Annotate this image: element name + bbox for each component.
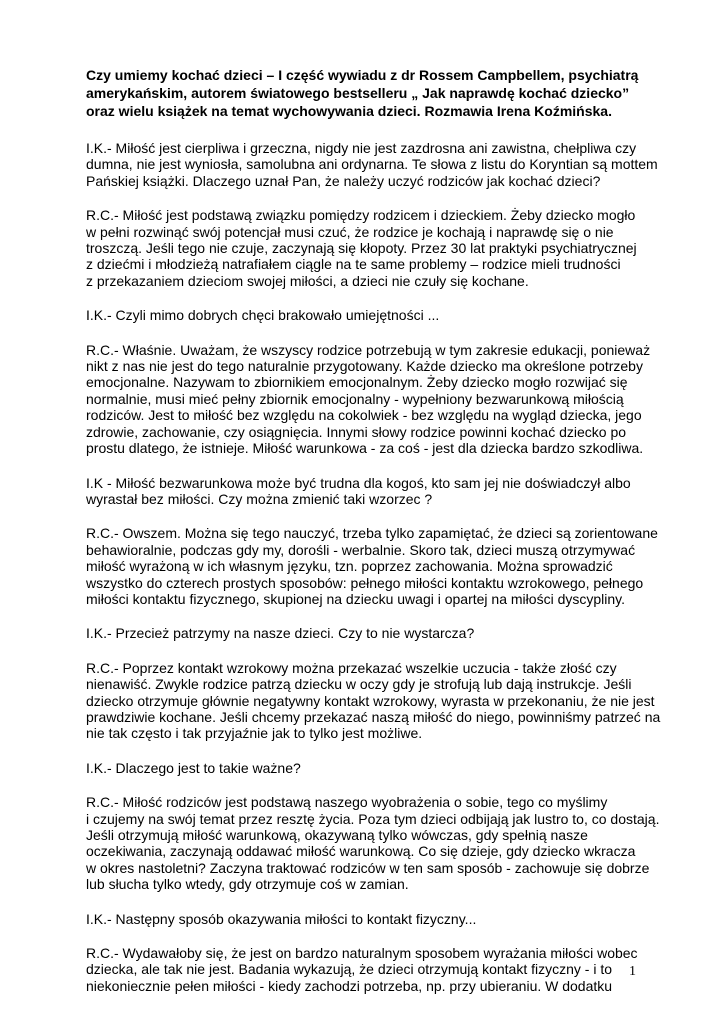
text-line: R.C.- Właśnie. Uważam, że wszyscy rodzice potrzebują w tym zakresie edukacji, ponieważ (86, 341, 651, 358)
text-line: niekoniecznie pełen miłości - kiedy zachodzi potrzeba, np. przy ubieraniu. W dodatku (86, 977, 613, 994)
text-line: I.K.- Przecież patrzymy na nasze dzieci. Czy to nie wystarcza? (86, 625, 475, 642)
text-line: I.K.- Miłość jest cierpliwa i grzeczna, nigdy nie jest zazdrosna ani zawistna, chełpliwa czy (86, 140, 637, 156)
text-line: R.C.- Miłość rodziców jest podstawą naszego wyobrażenia o sobie, tego co myślimy (86, 794, 608, 811)
text-line: lub słucha tylko wtedy, gdy otrzymuje coś w zamian. (86, 876, 409, 893)
text-line: wyrastał bez miłości. Czy można zmienić taki wzorzec ? (86, 490, 433, 507)
text-line: wszystko do czterech prostych sposobów: pełnego miłości kontaktu wzrokowego, pełnego (86, 574, 644, 591)
text-line: oczekiwania, zaczynają oddawać miłość warunkową. Co się dzieje, gdy dziecko wkracza (86, 843, 636, 860)
question-paragraph (86, 760, 656, 776)
text-line: Jeśli otrzymują miłość warunkową, okazywaną tylko wówczas, gdy spełnią nasze (86, 827, 588, 843)
text-line: nikt z nas nie jest do tego naturalnie przygotowany. Każde dziecko ma określone potrzeby (86, 358, 643, 375)
text-line: i czujemy na swój temat przez resztę życia. Poza tym dzieci odbijają jak lustro to, co dostają. (86, 810, 660, 827)
text-line: z dziećmi i młodzieżą natrafiałem ciągle na te same problemy – rodzice mieli trudności (86, 256, 621, 273)
question-paragraph (86, 140, 656, 189)
text-line: I.K.- Dlaczego jest to takie ważne? (86, 759, 301, 776)
answer-paragraph (86, 207, 656, 289)
title-line: Czy umiemy kochać dzieci – I część wywiadu z dr Rossem Campbellem, psychiatrą (86, 67, 639, 83)
text-line: zdrowie, zachowanie, czy osiągnięcia. Innymi słowy rodzice powinni kochać dziecko po (86, 423, 627, 440)
question-paragraph (86, 911, 656, 927)
answer-paragraph (86, 525, 656, 607)
text-line: w okres nastoletni? Zaczyna traktować rodziców w ten sam sposób - zachowuje się dobrze (86, 859, 650, 876)
text-line: I.K - Miłość bezwarunkowa może być trudna dla kogoś, kto sam jej nie doświadczył albo (86, 474, 631, 491)
article-body (86, 140, 661, 1012)
title-line: oraz wielu książek na temat wychowywania dzieci. Rozmawia Irena Koźmińska. (86, 103, 612, 119)
text-line: miłości kontaktu fizycznego, skupionej na dziecku uwagi i opartej na miłości dyscypliny. (86, 590, 625, 607)
text-line: nienawiść. Zwykle rodzice patrzą dziecku w oczy gdy je strofują lub dają instrukcje. Jeśli (86, 676, 632, 693)
text-line: dumna, nie jest wyniosła, samolubna ani ordynarna. Te słowa z listu do Koryntian są mottem (86, 156, 658, 173)
text-line: prostu dlatego, że istnieje. Miłość warunkowa - za coś - jest dla dziecka bardzo szkodliwa. (86, 440, 644, 457)
text-line: nie tak często i tak przyjaźnie jak to tylko jest możliwe. (86, 725, 423, 742)
text-line: R.C.- Owszem. Można się tego nauczyć, trzeba tylko zapamiętać, że dzieci są zorientowane (86, 525, 658, 542)
text-line: Pańskiej książki. Dlaczego uznał Pan, że należy uczyć rodziców jak kochać dzieci? (86, 172, 601, 189)
answer-paragraph (86, 794, 660, 893)
title-line: amerykańskim, autorem światowego bestselleru „ Jak naprawdę kochać dziecko” (86, 85, 630, 101)
question-paragraph (86, 625, 656, 641)
text-line: rodziców. Jest to miłość bez względu na cokolwiek - bez względu na wygląd dziecka, jego (86, 407, 642, 424)
answer-paragraph (86, 342, 656, 457)
text-line: w pełni rozwinąć swój potencjał musi czuć, że rodzice je kochają i naprawdę się o nie (86, 223, 614, 240)
question-paragraph (86, 475, 656, 508)
page-number: 1 (629, 964, 636, 979)
text-line: R.C.- Miłość jest podstawą związku pomiędzy rodzicem i dzieckiem. Żeby dziecko mogło (86, 207, 636, 224)
text-line: emocjonalne. Nazywam to zbiornikiem emocjonalnym. Żeby dziecko mogło rozwijać się (86, 374, 628, 391)
text-line: troszczą. Jeśli tego nie czuje, zaczynają się kłopoty. Przez 30 lat praktyki psychiatrycznej (86, 240, 637, 257)
text-line: dziecka, ale tak nie jest. Badania wykazują, że dzieci otrzymują kontakt fizyczny - i to (86, 961, 613, 978)
text-line: R.C.- Poprzez kontakt wzrokowy można przekazać wszelkie uczucia - także złość czy (86, 659, 617, 676)
text-line: normalnie, musi mieć pełny zbiornik emocjonalny - wypełniony bezwarunkową miłością (86, 390, 624, 407)
text-line: R.C.- Wydawałoby się, że jest on bardzo naturalnym sposobem wyrażania miłości wobec (86, 945, 638, 962)
question-paragraph (86, 307, 656, 323)
text-line: miłość wyrażoną w ich własnym języku, tzn. poprzez zachowania. Można sprowadzić (86, 558, 613, 575)
text-line: I.K.- Następny sposób okazywania miłości to kontakt fizyczny... (86, 910, 477, 927)
answer-paragraph (86, 659, 661, 742)
article-title (86, 66, 646, 120)
text-line: dziecko otrzymuje głównie negatywny kontakt wzrokowy, wyrasta w przekonaniu, że nie jest (86, 692, 655, 709)
text-line: z przekazaniem dzieciom swojej miłości, a dzieci nie czuły się kochane. (86, 272, 529, 289)
text-line: prawdziwie kochane. Jeśli chcemy przekazać naszą miłość do niego, powinniśmy patrzeć na (86, 708, 661, 725)
answer-paragraph (86, 945, 656, 994)
text-line: I.K.- Czyli mimo dobrych chęci brakowało umiejętności ... (86, 307, 440, 324)
text-line: behawioralnie, podczas gdy my, dorośli - werbalnie. Skoro tak, dzieci muszą otrzymywać (86, 541, 636, 558)
